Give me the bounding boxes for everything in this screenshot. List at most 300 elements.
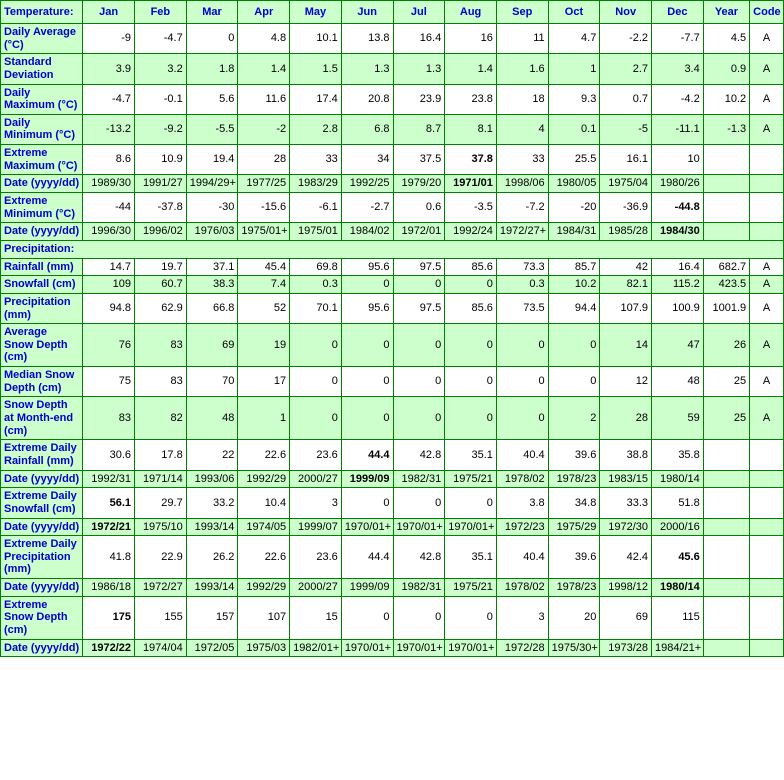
cell-value: 1996/02 [135,223,187,241]
cell-value: 41.8 [83,536,135,579]
row-label: Date (yyyy/dd) [1,639,83,657]
cell-value: 17.4 [290,84,342,114]
header-month-aug: Aug [445,1,497,24]
row-label: Extreme Daily Rainfall (mm) [1,440,83,470]
table-row [1,258,784,276]
cell-value: 28 [238,145,290,175]
cell-value: 0 [341,596,393,639]
cell-value: 1970/01+ [341,518,393,536]
cell-value: 22.9 [135,536,187,579]
cell-value: 0 [290,324,342,367]
cell-value: 19.7 [135,258,187,276]
cell-value: 97.5 [393,293,445,323]
cell-value: 0 [186,24,238,54]
row-label: Date (yyyy/dd) [1,518,83,536]
cell-value: 1985/28 [600,223,652,241]
row-label: Standard Deviation [1,54,83,84]
cell-value: 44.4 [341,440,393,470]
cell-value: 26.2 [186,536,238,579]
cell-value: 1983/29 [290,175,342,193]
cell-value: 23.8 [445,84,497,114]
cell-value: 0 [393,488,445,518]
cell-value: 15 [290,596,342,639]
cell-value: 0 [496,397,548,440]
cell-code-value [750,536,784,579]
cell-value: 0 [341,397,393,440]
cell-value: 1973/28 [600,639,652,657]
cell-value: 95.6 [341,258,393,276]
cell-value: 3 [496,596,548,639]
cell-value: 28 [600,397,652,440]
cell-value: 25.5 [548,145,600,175]
cell-value: 3.8 [496,488,548,518]
cell-value: 19.4 [186,145,238,175]
header-month-mar: Mar [186,1,238,24]
cell-value: 1993/14 [186,579,238,597]
cell-value: 1982/31 [393,470,445,488]
table-row [1,488,784,518]
cell-value: 19 [238,324,290,367]
cell-value: 109 [83,276,135,294]
cell-code-value: A [750,54,784,84]
cell-value: 1.8 [186,54,238,84]
cell-value: 1970/01+ [393,639,445,657]
cell-year-value [703,639,749,657]
cell-value: 1972/27 [135,579,187,597]
cell-value: 13.8 [341,24,393,54]
cell-value: -3.5 [445,193,497,223]
cell-value: 175 [83,596,135,639]
cell-value: 1992/29 [238,579,290,597]
cell-value: 1980/26 [652,175,704,193]
cell-value: 37.1 [186,258,238,276]
cell-value: 2.7 [600,54,652,84]
cell-value: 9.3 [548,84,600,114]
cell-year-value [703,145,749,175]
cell-value: 1975/01+ [238,223,290,241]
cell-value: 1972/30 [600,518,652,536]
cell-code-value [750,639,784,657]
cell-value: 42.4 [600,536,652,579]
cell-code-value: A [750,114,784,144]
cell-value: 14 [600,324,652,367]
cell-year-value: 0.9 [703,54,749,84]
cell-year-value: 4.5 [703,24,749,54]
cell-value: 83 [135,367,187,397]
cell-value: 1998/06 [496,175,548,193]
cell-code-value [750,145,784,175]
cell-value: 1970/01+ [445,518,497,536]
cell-value: 1980/14 [652,579,704,597]
cell-value: 10.1 [290,24,342,54]
table-row [1,536,784,579]
cell-value: 0 [445,367,497,397]
cell-value: 1984/02 [341,223,393,241]
cell-value: 1982/01+ [290,639,342,657]
cell-value: 1972/21 [83,518,135,536]
cell-value: 1976/03 [186,223,238,241]
cell-value: 1972/22 [83,639,135,657]
row-label: Date (yyyy/dd) [1,470,83,488]
table-row [1,24,784,54]
cell-value: 1998/12 [600,579,652,597]
row-label: Extreme Maximum (°C) [1,145,83,175]
cell-value: 37.5 [393,145,445,175]
cell-value: 45.4 [238,258,290,276]
cell-value: -37.8 [135,193,187,223]
cell-code-value [750,223,784,241]
table-row [1,639,784,657]
cell-value: 0 [393,324,445,367]
cell-value: 1971/01 [445,175,497,193]
table-row [1,276,784,294]
cell-value: -7.2 [496,193,548,223]
row-label: Snowfall (cm) [1,276,83,294]
cell-value: 69.8 [290,258,342,276]
cell-value: 4 [496,114,548,144]
cell-value: 1999/09 [341,579,393,597]
cell-value: 1984/30 [652,223,704,241]
cell-value: 3.4 [652,54,704,84]
cell-value: -9.2 [135,114,187,144]
cell-value: 157 [186,596,238,639]
cell-value: 42.8 [393,536,445,579]
cell-value: 1975/21 [445,470,497,488]
cell-value: 1982/31 [393,579,445,597]
cell-value: 1.3 [341,54,393,84]
cell-year-value: -1.3 [703,114,749,144]
cell-code-value: A [750,324,784,367]
cell-value: 1986/18 [83,579,135,597]
cell-value: 94.4 [548,293,600,323]
cell-value: 1974/05 [238,518,290,536]
cell-value: 1992/31 [83,470,135,488]
cell-value: 6.8 [341,114,393,144]
cell-value: 35.1 [445,536,497,579]
cell-value: 1984/31 [548,223,600,241]
table-row [1,84,784,114]
cell-value: 1992/29 [238,470,290,488]
table-row [1,223,784,241]
cell-value: 35.8 [652,440,704,470]
cell-value: 0 [445,596,497,639]
cell-value: 1.4 [445,54,497,84]
row-label: Daily Average (°C) [1,24,83,54]
cell-value: 10.2 [548,276,600,294]
cell-code-value: A [750,258,784,276]
cell-value: 3 [290,488,342,518]
cell-value: 95.6 [341,293,393,323]
table-row [1,324,784,367]
cell-value: 0.7 [600,84,652,114]
cell-year-value: 25 [703,367,749,397]
cell-value: 52 [238,293,290,323]
cell-value: 1972/01 [393,223,445,241]
cell-value: 2000/27 [290,470,342,488]
cell-value: 37.8 [445,145,497,175]
cell-value: 1978/02 [496,470,548,488]
cell-value: 82 [135,397,187,440]
cell-value: 66.8 [186,293,238,323]
cell-value: 1978/23 [548,579,600,597]
cell-value: 45.6 [652,536,704,579]
cell-value: 42.8 [393,440,445,470]
cell-value: 1972/23 [496,518,548,536]
cell-code-value: A [750,276,784,294]
cell-code-value [750,175,784,193]
row-label: Daily Minimum (°C) [1,114,83,144]
cell-value: 1972/28 [496,639,548,657]
cell-year-value [703,579,749,597]
cell-value: 2000/27 [290,579,342,597]
cell-value: 10.4 [238,488,290,518]
cell-value: 1999/09 [341,470,393,488]
cell-value: 1992/25 [341,175,393,193]
cell-value: 1996/30 [83,223,135,241]
cell-value: 107.9 [600,293,652,323]
cell-value: 0 [496,367,548,397]
cell-value: 85.6 [445,258,497,276]
cell-value: 0 [341,276,393,294]
cell-value: 0 [445,488,497,518]
cell-value: 33 [496,145,548,175]
cell-value: 38.3 [186,276,238,294]
cell-value: 1.6 [496,54,548,84]
cell-value: 97.5 [393,258,445,276]
cell-code-value [750,193,784,223]
row-label: Date (yyyy/dd) [1,175,83,193]
cell-code-value [750,470,784,488]
cell-value: 35.1 [445,440,497,470]
row-label: Snow Depth at Month-end (cm) [1,397,83,440]
cell-value: 0 [445,397,497,440]
cell-value: -2 [238,114,290,144]
table-head [1,1,784,24]
cell-code-value [750,518,784,536]
cell-value: 1977/25 [238,175,290,193]
cell-value: 34 [341,145,393,175]
cell-value: -13.2 [83,114,135,144]
cell-value: -30 [186,193,238,223]
cell-value: 42 [600,258,652,276]
header-year: Year [703,1,749,24]
cell-value: 23.6 [290,440,342,470]
cell-value: 1993/14 [186,518,238,536]
cell-code-value: A [750,293,784,323]
cell-value: 1978/02 [496,579,548,597]
cell-value: 0 [341,324,393,367]
header-temperature: Temperature: [1,1,83,24]
table-row [1,440,784,470]
cell-value: 33.2 [186,488,238,518]
cell-value: 62.9 [135,293,187,323]
cell-value: 16.1 [600,145,652,175]
cell-value: 30.6 [83,440,135,470]
cell-value: 1975/04 [600,175,652,193]
cell-value: 12 [600,367,652,397]
row-label: Extreme Daily Snowfall (cm) [1,488,83,518]
cell-value: 1 [238,397,290,440]
table-body [1,24,784,657]
header-month-jun: Jun [341,1,393,24]
section-header-row [1,240,784,258]
cell-year-value [703,175,749,193]
cell-value: 1 [548,54,600,84]
table-row [1,175,784,193]
cell-value: 1991/27 [135,175,187,193]
table-row [1,193,784,223]
cell-value: 1970/01+ [341,639,393,657]
cell-value: 33 [290,145,342,175]
cell-value: 0 [393,596,445,639]
table-row [1,518,784,536]
cell-value: 10 [652,145,704,175]
cell-value: 0 [548,324,600,367]
cell-value: -5 [600,114,652,144]
cell-value: 73.5 [496,293,548,323]
cell-value: 0 [393,397,445,440]
cell-value: 1975/10 [135,518,187,536]
table-row [1,367,784,397]
header-row [1,1,784,24]
cell-value: 70.1 [290,293,342,323]
cell-value: 1993/06 [186,470,238,488]
cell-value: 1972/05 [186,639,238,657]
cell-value: 22 [186,440,238,470]
cell-value: 0.6 [393,193,445,223]
cell-value: -9 [83,24,135,54]
cell-value: 0.3 [290,276,342,294]
table-row [1,470,784,488]
cell-value: 0 [548,367,600,397]
cell-value: 16 [445,24,497,54]
cell-value: 18 [496,84,548,114]
table-row [1,293,784,323]
cell-value: 38.8 [600,440,652,470]
cell-value: 44.4 [341,536,393,579]
cell-value: 73.3 [496,258,548,276]
cell-value: 1975/30+ [548,639,600,657]
cell-value: 11 [496,24,548,54]
cell-value: -7.7 [652,24,704,54]
cell-value: 83 [135,324,187,367]
cell-value: 23.6 [290,536,342,579]
table-row [1,596,784,639]
cell-value: 1975/21 [445,579,497,597]
cell-value: 115 [652,596,704,639]
cell-value: 1994/29+ [186,175,238,193]
cell-value: 1.4 [238,54,290,84]
cell-value: 17 [238,367,290,397]
cell-value: 60.7 [135,276,187,294]
cell-value: 3.2 [135,54,187,84]
cell-code-value [750,440,784,470]
cell-year-value [703,223,749,241]
cell-year-value [703,518,749,536]
cell-value: 1980/05 [548,175,600,193]
cell-value: 1978/23 [548,470,600,488]
cell-value: 23.9 [393,84,445,114]
table-row [1,579,784,597]
row-label: Average Snow Depth (cm) [1,324,83,367]
cell-value: 115.2 [652,276,704,294]
cell-year-value: 682.7 [703,258,749,276]
header-month-may: May [290,1,342,24]
cell-value: 0 [445,276,497,294]
cell-value: 14.7 [83,258,135,276]
cell-value: 4.8 [238,24,290,54]
row-label: Extreme Snow Depth (cm) [1,596,83,639]
cell-value: 1979/20 [393,175,445,193]
table-row [1,114,784,144]
cell-value: 1989/30 [83,175,135,193]
cell-value: 0.3 [496,276,548,294]
header-code: Code [750,1,784,24]
section-header-label: Precipitation: [1,240,784,258]
cell-code-value: A [750,84,784,114]
cell-value: 0 [393,276,445,294]
cell-code-value: A [750,367,784,397]
header-month-oct: Oct [548,1,600,24]
cell-value: 85.7 [548,258,600,276]
cell-value: 16.4 [652,258,704,276]
cell-value: 2.8 [290,114,342,144]
cell-value: 22.6 [238,440,290,470]
row-label: Precipitation (mm) [1,293,83,323]
row-label: Rainfall (mm) [1,258,83,276]
cell-value: 1970/01+ [445,639,497,657]
cell-value: -44 [83,193,135,223]
cell-value: 29.7 [135,488,187,518]
header-month-nov: Nov [600,1,652,24]
cell-value: 8.6 [83,145,135,175]
cell-value: 0 [341,488,393,518]
cell-value: 16.4 [393,24,445,54]
row-label: Extreme Daily Precipitation (mm) [1,536,83,579]
cell-value: 47 [652,324,704,367]
row-label: Daily Maximum (°C) [1,84,83,114]
cell-value: 2 [548,397,600,440]
row-label: Extreme Minimum (°C) [1,193,83,223]
header-month-jul: Jul [393,1,445,24]
cell-value: 1975/03 [238,639,290,657]
cell-value: 40.4 [496,440,548,470]
table-row [1,397,784,440]
cell-value: 75 [83,367,135,397]
cell-value: 11.6 [238,84,290,114]
cell-value: 69 [600,596,652,639]
cell-year-value [703,440,749,470]
cell-value: 76 [83,324,135,367]
cell-value: 94.8 [83,293,135,323]
row-label: Median Snow Depth (cm) [1,367,83,397]
header-month-feb: Feb [135,1,187,24]
cell-value: -2.2 [600,24,652,54]
cell-value: 2000/16 [652,518,704,536]
cell-value: 1972/27+ [496,223,548,241]
cell-year-value: 26 [703,324,749,367]
cell-value: -4.2 [652,84,704,114]
row-label: Date (yyyy/dd) [1,579,83,597]
cell-value: -6.1 [290,193,342,223]
cell-code-value [750,579,784,597]
cell-year-value [703,470,749,488]
cell-value: 1971/14 [135,470,187,488]
table-row [1,54,784,84]
cell-value: 85.6 [445,293,497,323]
cell-value: 40.4 [496,536,548,579]
cell-year-value: 10.2 [703,84,749,114]
